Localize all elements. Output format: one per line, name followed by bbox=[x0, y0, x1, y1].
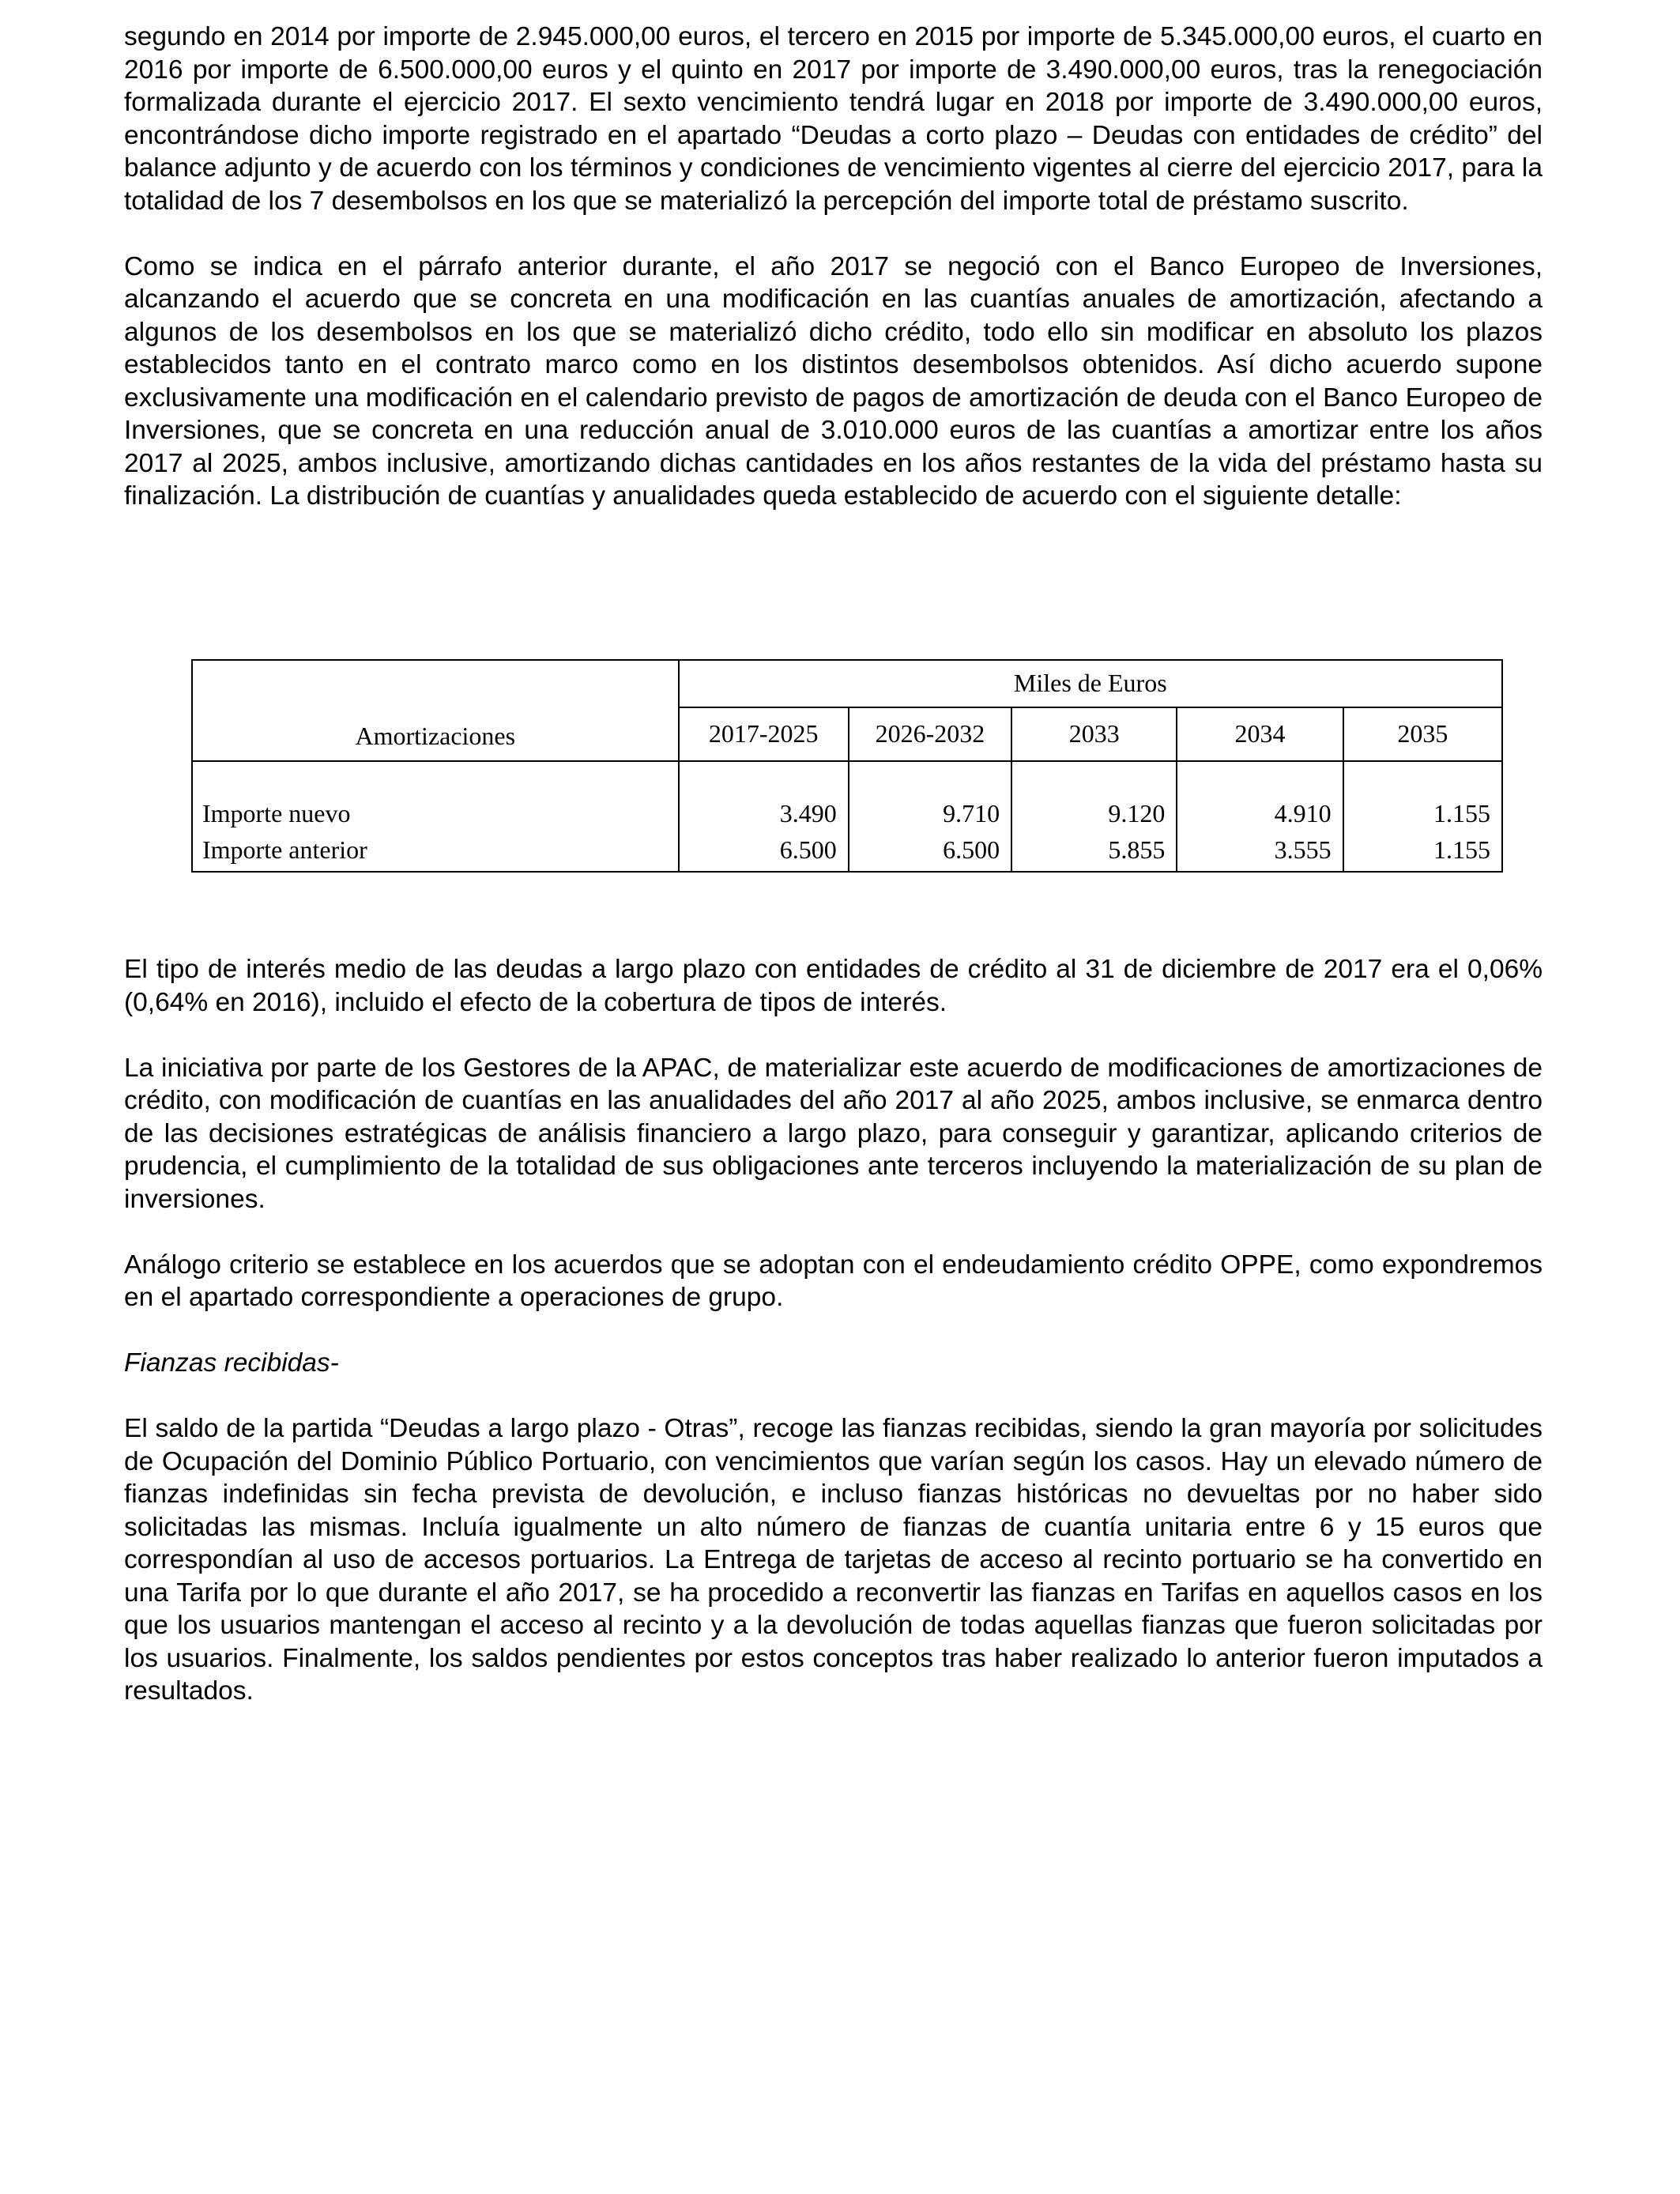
table-cell: 4.910 bbox=[1274, 799, 1332, 827]
group-header-cell bbox=[679, 660, 1502, 707]
table-cell: 3.490 bbox=[779, 799, 837, 827]
paragraph-criterio-oppe: Análogo criterio se establece en los acuerdos que se adoptan con el endeudamiento crédito OPPE, como expondremos en el apartado correspondiente a operaciones de grupo. bbox=[124, 1250, 1543, 1312]
table-cell: 5.855 bbox=[1108, 835, 1166, 864]
table-cell: 1.155 bbox=[1433, 799, 1490, 827]
group-header-label: Miles de Euros bbox=[1013, 669, 1167, 698]
row-header-cell bbox=[192, 660, 679, 761]
column-header: 2033 bbox=[1011, 707, 1177, 761]
table-cell: 1.155 bbox=[1433, 835, 1490, 864]
table-cell: 9.120 bbox=[1108, 799, 1166, 827]
table-cell: 6.500 bbox=[943, 835, 1000, 864]
values-cell-2034 bbox=[1177, 761, 1343, 872]
row-label-importe-nuevo: Importe nuevo bbox=[202, 799, 351, 827]
column-header: 2026-2032 bbox=[849, 707, 1011, 761]
values-cell-2035 bbox=[1343, 761, 1502, 872]
paragraph-iniciativa-apac: La iniciativa por parte de los Gestores de la APAC, de materializar este acuerdo de modificaciones de amortizaciones de crédito, con modificación de cuantías en las anualidades del año 2017 al año 2025, ambos inclusive, se enmarca dentro de las decisiones estratégicas de análisis financiero a largo plazo, para conseguir y garantizar, aplicando criterios de prudencia, el cumplimiento de la totalidad de sus obligaciones ante terceros incluyendo la materialización de su plan de inversiones. bbox=[124, 1053, 1543, 1214]
section-heading-fianzas: Fianzas recibidas- bbox=[124, 1348, 339, 1378]
values-cell-2026-2032 bbox=[849, 761, 1011, 872]
document-page-lower bbox=[124, 953, 1543, 1708]
column-header: 2034 bbox=[1177, 707, 1343, 761]
row-labels-cell bbox=[192, 761, 679, 872]
table-cell: 3.555 bbox=[1274, 835, 1332, 864]
column-header: 2017-2025 bbox=[679, 707, 849, 761]
table-cell: 6.500 bbox=[779, 835, 837, 864]
amortization-table bbox=[191, 659, 1503, 873]
values-cell-2017-2025 bbox=[679, 761, 849, 872]
paragraph-prestamo-vencimientos: segundo en 2014 por importe de 2.945.000,00 euros, el tercero en 2015 por importe de 5.345.000,00 euros, el cuarto en 2016 por importe de 6.500.000,00 euros y el quinto en 2017 por importe de 3.490.000,00 euros, tras la renegociación formalizada durante el ejercicio 2017. El sexto vencimiento tendrá lugar en 2018 por importe de 3.490.000,00 euros, encontrándose dicho importe registrado en el apartado “Deudas a corto plazo – Deudas con entidades de crédito” del balance adjunto y de acuerdo con los términos y condiciones de vencimiento vigentes al cierre del ejercicio 2017, para la totalidad de los 7 desembolsos en los que se materializó la percepción del importe total de préstamo suscrito. bbox=[124, 22, 1543, 216]
document-page bbox=[124, 21, 1543, 513]
values-cell-2033 bbox=[1011, 761, 1177, 872]
amortization-table-wrapper bbox=[191, 659, 1503, 873]
row-label-importe-anterior: Importe anterior bbox=[202, 835, 367, 864]
paragraph-tipo-interes: El tipo de interés medio de las deudas a largo plazo con entidades de crédito al 31 de diciembre de 2017 era el 0,06% (0,64% en 2016), incluido el efecto de la cobertura de tipos de interés. bbox=[124, 955, 1543, 1017]
table-cell: 9.710 bbox=[943, 799, 1000, 827]
paragraph-negociacion-bei: Como se indica en el párrafo anterior durante, el año 2017 se negoció con el Banco Europeo de Inversiones, alcanzando el acuerdo que se concreta en una modificación en las cuantías anuales de amortización, afectando a algunos de los desembolsos en los que se materializó dicho crédito, todo ello sin modificar en absoluto los plazos establecidos tanto en el contrato marco como en los distintos desembolsos obtenidos. Así dicho acuerdo supone exclusivamente una modificación en el calendario previsto de pagos de amortización de deuda con el Banco Europeo de Inversiones, que se concreta en una reducción anual de 3.010.000 euros de las cuantías a amortizar entre los años 2017 al 2025, ambos inclusive, amortizando dichas cantidades en los años restantes de la vida del préstamo hasta su finalización. La distribución de cuantías y anualidades queda establecido de acuerdo con el siguiente detalle: bbox=[124, 251, 1543, 511]
paragraph-fianzas-recibidas: El saldo de la partida “Deudas a largo plazo - Otras”, recoge las fianzas recibidas, siendo la gran mayoría por solicitudes de Ocupación del Dominio Público Portuario, con vencimientos que varían según los casos. Hay un elevado número de fianzas indefinidas sin fecha prevista de devolución, e incluso fianzas históricas no devueltas por no haber sido solicitadas las mismas. Incluía igualmente un alto número de fianzas de cuantía unitaria entre 6 y 15 euros que correspondían al uso de accesos portuarios. La Entrega de tarjetas de acceso al recinto portuario se ha convertido en una Tarifa por lo que durante el año 2017, se ha procedido a reconvertir las fianzas en Tarifas en aquellos casos en los que los usuarios mantengan el acceso al recinto y a la devolución de todas aquellas fianzas que fueron solicitadas por los usuarios. Finalmente, los saldos pendientes por estos conceptos tras haber realizado lo anterior fueron imputados a resultados. bbox=[124, 1414, 1543, 1706]
column-header: 2035 bbox=[1343, 707, 1502, 761]
row-header-label: Amortizaciones bbox=[355, 722, 516, 750]
table-body-row bbox=[192, 761, 1502, 872]
